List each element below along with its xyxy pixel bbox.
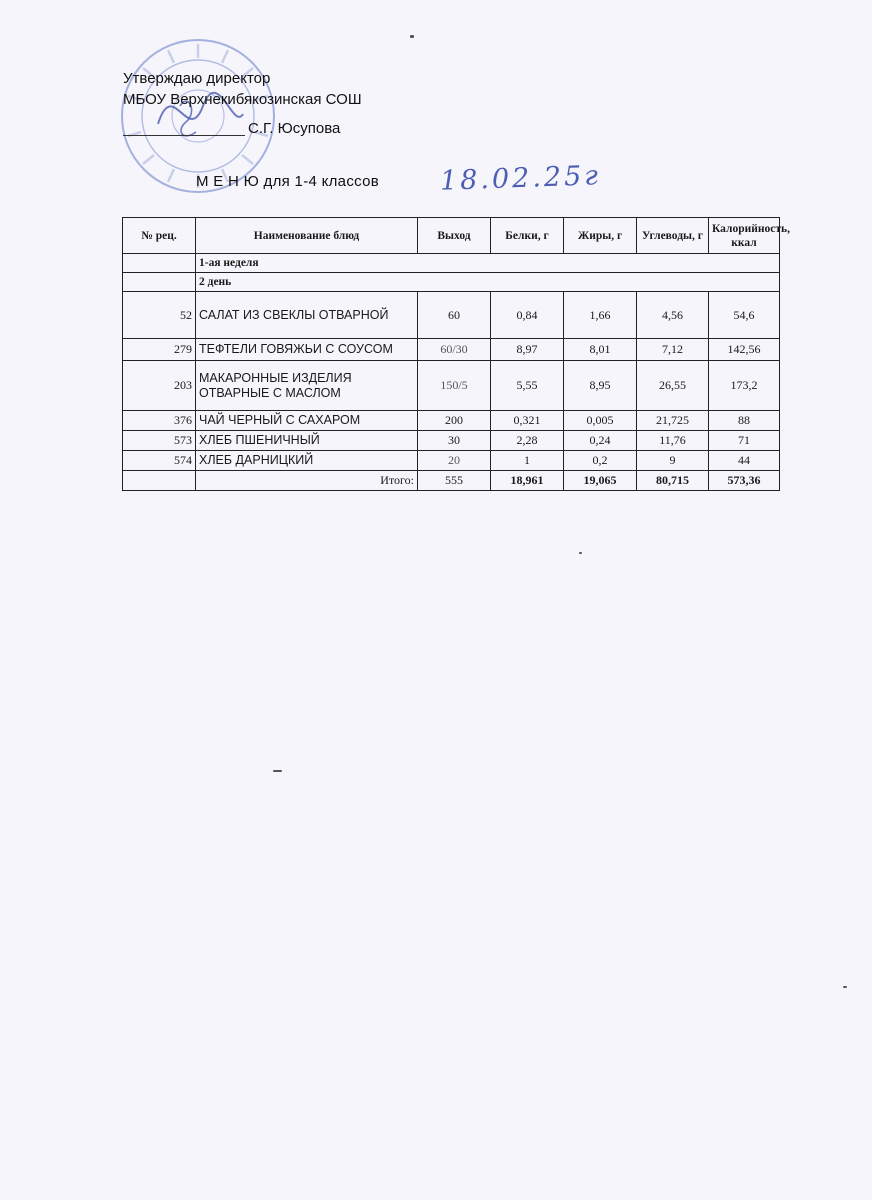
dish-calories: 54,6	[709, 292, 780, 339]
scan-speck	[843, 986, 847, 988]
approval-director-name: С.Г. Юсупова	[248, 120, 341, 137]
dish-output: 30	[418, 431, 491, 451]
total-row	[123, 471, 780, 491]
dish-carbs: 21,725	[637, 411, 709, 431]
dish-fat: 0,24	[564, 431, 637, 451]
table-row	[123, 292, 780, 339]
dish-output: 20	[418, 451, 491, 471]
table-row	[123, 451, 780, 471]
total-carbs: 80,715	[637, 471, 709, 491]
total-calories: 573,36	[709, 471, 780, 491]
dish-name: МАКАРОННЫЕ ИЗДЕЛИЯ ОТВАРНЫЕ С МАСЛОМ	[196, 361, 418, 411]
dish-output: 60/30	[418, 339, 491, 361]
table-row	[123, 431, 780, 451]
dish-fat: 0,2	[564, 451, 637, 471]
school-stamp-seal	[118, 36, 278, 196]
dish-protein: 1	[491, 451, 564, 471]
signature-line	[123, 135, 245, 136]
day-label: 2 день	[196, 273, 780, 292]
dish-output: 200	[418, 411, 491, 431]
week-row	[123, 254, 780, 273]
approval-school: МБОУ Верхнекибякозинская СОШ	[123, 91, 362, 108]
dish-name: ТЕФТЕЛИ ГОВЯЖЬИ С СОУСОМ	[196, 339, 418, 361]
dish-carbs: 4,56	[637, 292, 709, 339]
header-protein: Белки, г	[491, 218, 564, 254]
dish-protein: 5,55	[491, 361, 564, 411]
menu-table	[122, 217, 790, 491]
header-recipe: № рец.	[123, 218, 196, 254]
header-output: Выход	[418, 218, 491, 254]
dish-fat: 8,01	[564, 339, 637, 361]
header-carbs: Углеводы, г	[637, 218, 709, 254]
header-calories: Калорийность, ккал	[709, 218, 780, 254]
dish-protein: 2,28	[491, 431, 564, 451]
recipe-number: 574	[123, 451, 196, 471]
dish-calories: 88	[709, 411, 780, 431]
dish-calories: 44	[709, 451, 780, 471]
dish-protein: 8,97	[491, 339, 564, 361]
dish-fat: 8,95	[564, 361, 637, 411]
handwritten-date: 18.02.25г	[439, 160, 602, 197]
header-dish: Наименование блюд	[196, 218, 418, 254]
dish-name: ЧАЙ ЧЕРНЫЙ С САХАРОМ	[196, 411, 418, 431]
menu-title: М Е Н Ю для 1-4 классов	[196, 173, 380, 190]
dish-name: ХЛЕБ ПШЕНИЧНЫЙ	[196, 431, 418, 451]
recipe-number: 203	[123, 361, 196, 411]
day-row	[123, 273, 780, 292]
dish-carbs: 9	[637, 451, 709, 471]
recipe-number: 376	[123, 411, 196, 431]
dish-output: 60	[418, 292, 491, 339]
table-header-row	[123, 218, 780, 254]
scan-speck	[410, 35, 414, 38]
total-label: Итого:	[196, 471, 418, 491]
dish-output: 150/5	[418, 361, 491, 411]
recipe-number: 52	[123, 292, 196, 339]
dish-protein: 0,321	[491, 411, 564, 431]
dish-calories: 142,56	[709, 339, 780, 361]
recipe-number: 573	[123, 431, 196, 451]
table-row	[123, 411, 780, 431]
approval-title: Утверждаю директор	[123, 70, 271, 87]
scan-speck	[273, 770, 282, 772]
dish-fat: 0,005	[564, 411, 637, 431]
total-protein: 18,961	[491, 471, 564, 491]
dish-protein: 0,84	[491, 292, 564, 339]
dish-name: ХЛЕБ ДАРНИЦКИЙ	[196, 451, 418, 471]
dish-name: САЛАТ ИЗ СВЕКЛЫ ОТВАРНОЙ	[196, 292, 418, 339]
dish-calories: 173,2	[709, 361, 780, 411]
total-fat: 19,065	[564, 471, 637, 491]
dish-carbs: 7,12	[637, 339, 709, 361]
table-row	[123, 339, 780, 361]
scan-speck	[579, 552, 582, 554]
week-label: 1-ая неделя	[196, 254, 780, 273]
dish-calories: 71	[709, 431, 780, 451]
recipe-number: 279	[123, 339, 196, 361]
table-row	[123, 361, 780, 411]
dish-carbs: 11,76	[637, 431, 709, 451]
dish-carbs: 26,55	[637, 361, 709, 411]
total-output: 555	[418, 471, 491, 491]
header-fat: Жиры, г	[564, 218, 637, 254]
dish-fat: 1,66	[564, 292, 637, 339]
